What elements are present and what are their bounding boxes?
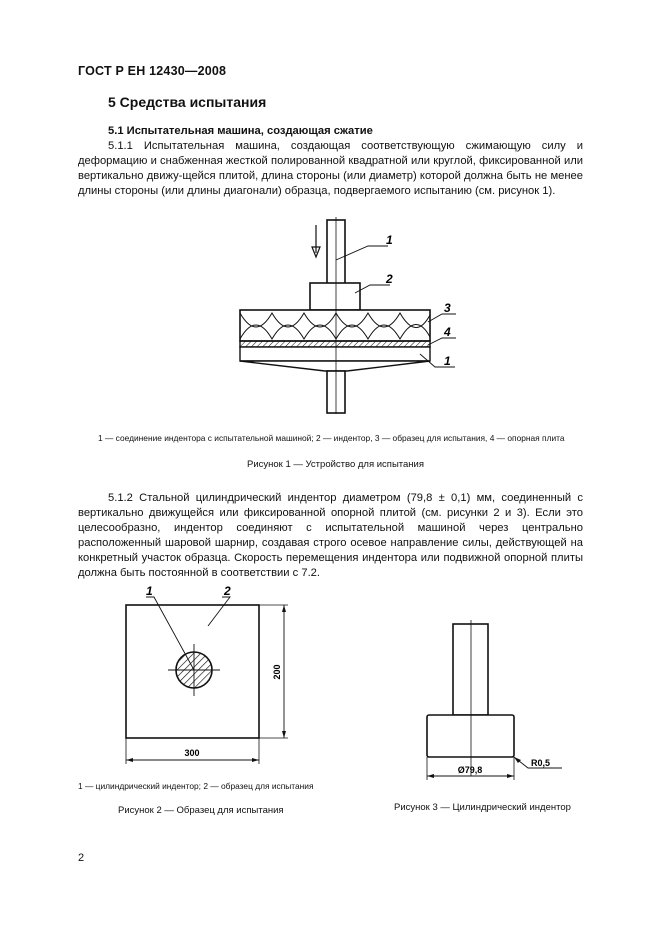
fig2-callout-1: 1 [146,584,153,598]
paragraph-5-1-2: 5.1.2 Стальной цилиндрический индентор диаметром (79,8 ± 0,1) мм, соединенный с вертикально движущейся или фиксированной опорной плитой (см. рисунки 2 и 3). Если это целесообразно, индентор соединяют с испытательной машиной через центрально расположенный шаровой шарнир, создавая строго осевое направление силы, действующей на конкретный участок образца. Скорость перемещения индентора или подвижной опорной плиты должна быть постоянной в соответствии с 7.2. [78,492,583,579]
figure-1-legend: 1 — соединение индентора с испытательной машиной; 2 — индентор, 3 — образец для испытания, 4 — опорная плита [98,433,565,443]
fig2-dim-width: 300 [184,748,200,758]
document-header: ГОСТ Р ЕН 12430—2008 [78,64,227,78]
fig2-dim-height: 200 [272,664,282,680]
figure-1-caption: Рисунок 1 — Устройство для испытания [247,459,424,470]
section-title: 5 Средства испытания [108,94,267,110]
callout-3: 3 [444,301,451,315]
fig3-dim-diameter: Ø79,8 [457,765,483,775]
fig2-callout-2: 2 [224,584,231,598]
callout-2: 2 [386,272,393,286]
fig3-dim-radius: R0,5 [531,758,551,768]
callout-1-top: 1 [386,233,393,247]
page-number: 2 [78,852,85,864]
subsection-title: 5.1 Испытательная машина, создающая сжатие [108,125,373,137]
figure-3-cylindrical-indenter [418,618,568,786]
figure-2-specimen [118,580,308,770]
figure-3-caption: Рисунок 3 — Цилиндрический индентор [394,802,571,813]
figure-2-legend: 1 — цилиндрический индентор; 2 — образец для испытания [78,781,314,791]
paragraph-5-1-1: 5.1.1 Испытательная машина, создающая соответствующую сжимающую силу и деформацию и снабженная жесткой полированной квадратной или круглой, фиксированной или вертикально движу-щейся плитой, длина стороны (или диаметр) которой должна быть не менее длины стороны (или длины диагонали) образца, подвергаемого испытанию (см. рисунок 1). [78,140,583,197]
callout-1-bottom: 1 [444,354,451,368]
figure-1-test-device [230,215,470,415]
figure-2-caption: Рисунок 2 — Образец для испытания [118,805,284,816]
force-arrow-icon [312,225,320,257]
callout-4: 4 [444,325,451,339]
